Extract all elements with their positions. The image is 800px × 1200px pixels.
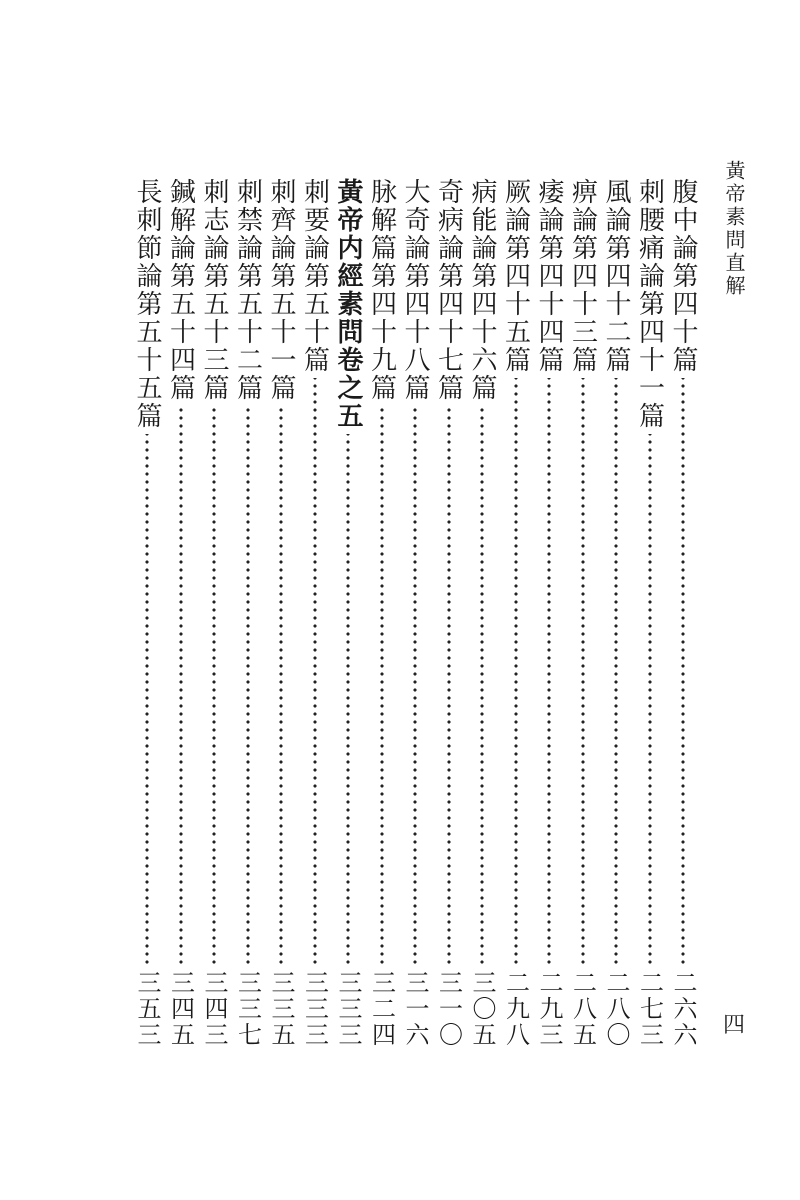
toc-entry — [233, 178, 263, 1048]
running-title: 黃帝素問直解 — [722, 160, 746, 298]
toc-entry-page: 二七三 — [635, 970, 664, 1048]
toc-entry-title: 脉解篇第四十九篇 — [366, 178, 397, 402]
toc-dot-leader — [446, 406, 452, 966]
toc-entry-page: 二九三 — [535, 970, 563, 1048]
toc-entry-page: 三一〇 — [434, 970, 463, 1048]
toc-dot-leader — [412, 406, 418, 966]
toc-dot-leader — [680, 378, 686, 966]
toc-entry-page: 三三三 — [300, 970, 329, 1048]
toc-entry — [166, 178, 196, 1048]
toc-entry — [132, 178, 162, 1048]
toc-entry-title: 腹中論第四十篇 — [668, 178, 698, 374]
toc-entry-title: 刺要論第五十篇 — [299, 178, 330, 374]
toc-entry-title: 風論第四十二篇 — [601, 178, 631, 374]
toc-dot-leader — [647, 434, 653, 966]
toc-entry — [367, 178, 397, 1048]
toc-entry-page: 二六六 — [669, 970, 697, 1048]
toc-dot-leader — [613, 378, 619, 966]
toc-entry-page: 三一六 — [401, 970, 429, 1048]
toc-dot-leader — [245, 406, 251, 966]
toc-entry-title: 病能論第四十六篇 — [467, 178, 497, 402]
toc-entry-title: 痹論第四十三篇 — [567, 178, 598, 374]
toc-entry-title: 厥論第四十五篇 — [500, 178, 531, 374]
toc-entry-title: 鍼解論第五十四篇 — [165, 178, 196, 402]
toc-volume-heading — [333, 178, 363, 1048]
toc-entry — [199, 178, 229, 1048]
toc-entry-title: 刺禁論第五十二篇 — [232, 178, 263, 402]
toc-dot-leader — [345, 434, 351, 966]
toc-dot-leader — [178, 406, 184, 966]
toc-entry-page: 三〇五 — [468, 970, 496, 1048]
toc-dot-leader — [479, 406, 485, 966]
toc-entry-title: 刺志論第五十三篇 — [199, 178, 229, 402]
toc-entry-page: 二九八 — [501, 970, 530, 1048]
toc-entry — [534, 178, 564, 1048]
toc-dot-leader — [211, 406, 217, 966]
toc-entry-page: 三四五 — [166, 970, 195, 1048]
toc-entry — [266, 178, 296, 1048]
toc-entry — [300, 178, 330, 1048]
toc-dot-leader — [546, 378, 552, 966]
toc-entry — [635, 178, 665, 1048]
toc-entry-title: 刺腰痛論第四十一篇 — [634, 178, 665, 430]
toc-entry-page: 三三五 — [267, 970, 295, 1048]
toc-entry-title: 大奇論第四十八篇 — [400, 178, 430, 402]
toc-entry-page: 二八五 — [568, 970, 597, 1048]
toc-entry — [400, 178, 430, 1048]
toc-entry-page: 三二四 — [367, 970, 396, 1048]
toc-entry-title: 刺齊論第五十一篇 — [266, 178, 296, 402]
page-number: 四 — [722, 1013, 745, 1038]
toc-entry-page: 二八〇 — [602, 970, 630, 1048]
toc-entry-page: 三四三 — [200, 970, 228, 1048]
toc-entry-page: 三三七 — [233, 970, 262, 1048]
toc-entry-title: 痿論第四十四篇 — [534, 178, 564, 374]
toc-entry-title: 黃帝内經素問卷之五 — [333, 178, 363, 430]
toc-dot-leader — [144, 434, 150, 966]
toc-entry — [601, 178, 631, 1048]
toc-entry-page: 三五三 — [133, 970, 161, 1048]
toc-entry — [434, 178, 464, 1048]
toc-dot-leader — [513, 378, 519, 966]
toc-dot-leader — [580, 378, 586, 966]
toc-dot-leader — [379, 406, 385, 966]
toc-entry-title: 長刺節論第五十五篇 — [132, 178, 162, 430]
toc-entry — [501, 178, 531, 1048]
toc-dot-leader — [278, 406, 284, 966]
toc-entry-page: 三三三 — [334, 970, 362, 1048]
toc-entry — [467, 178, 497, 1048]
toc-entry — [568, 178, 598, 1048]
toc-dot-leader — [312, 378, 318, 966]
toc-entry-title: 奇病論第四十七篇 — [433, 178, 464, 402]
toc-entry — [668, 178, 698, 1048]
